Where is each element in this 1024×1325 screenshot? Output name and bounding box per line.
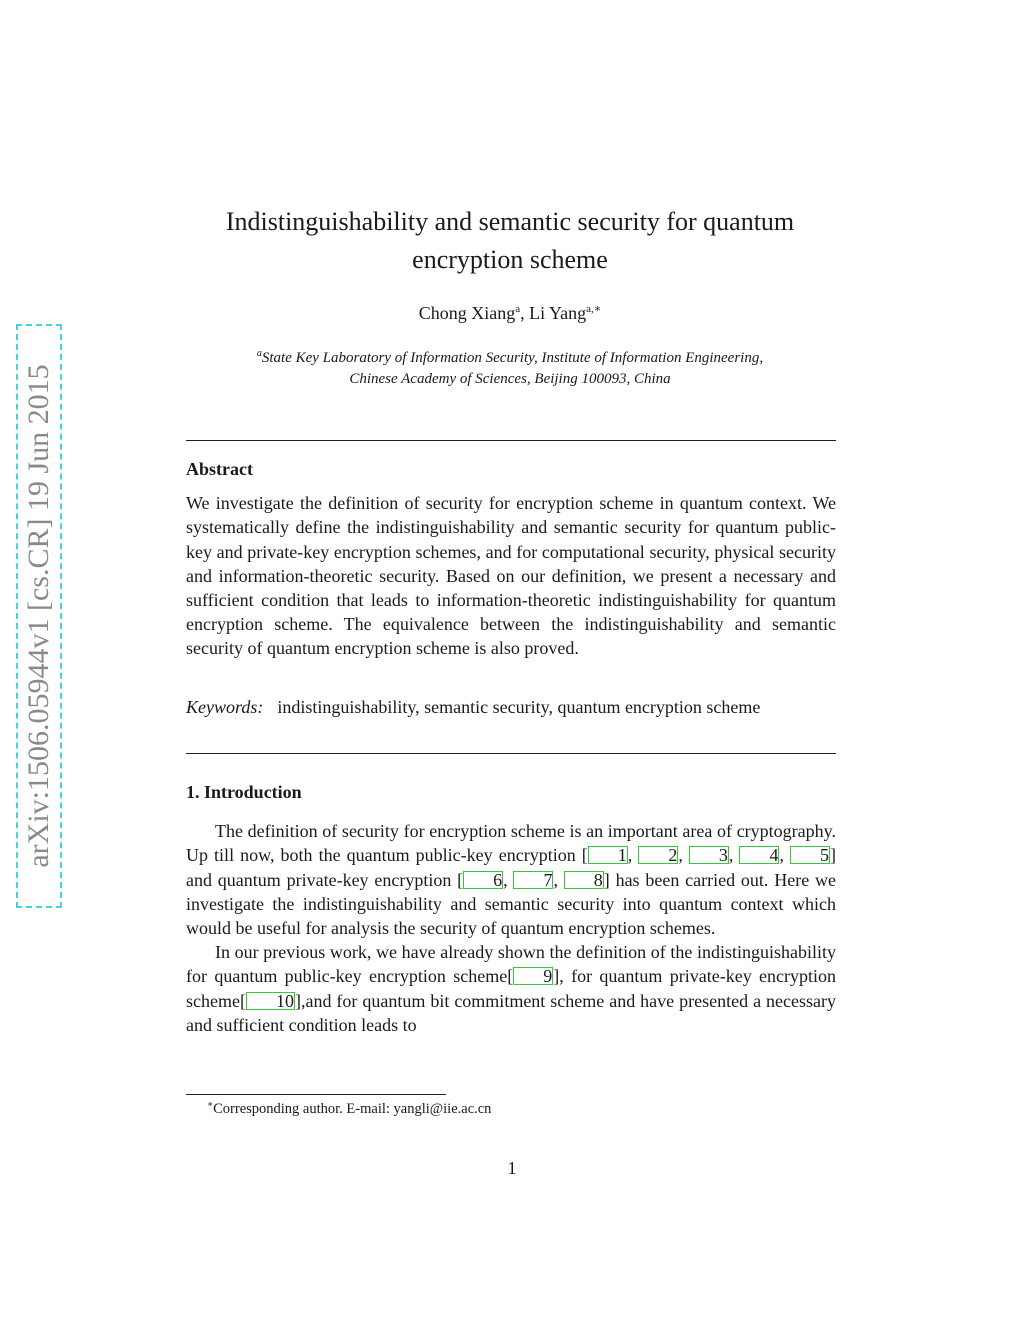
intro-p2-text-b: ], for quantum private-key encryption scheme[: [186, 966, 836, 1011]
citation-link-4[interactable]: 4: [739, 846, 779, 864]
citation-link-10[interactable]: 10: [246, 992, 295, 1010]
intro-p2-text-a: In our previous work, we have already shown the definition of the indistinguishability for quantum public-key encryption scheme[: [186, 942, 836, 987]
introduction-heading: 1. Introduction: [186, 782, 302, 802]
intro-paragraph-1: The definition of security for encryption scheme is an important area of cryptography. Up till now, both the quantum public-key encryption [ 1, 2, 3, 4, 5] and quantum private-key encryption [ 6, 7, 8] has been carried out. Here we investigate the indistinguishability and semantic security into quantum context which would be useful for analysis the security of quantum encryption schemes.: [186, 821, 836, 939]
citation-link-7[interactable]: 7: [513, 871, 553, 889]
author-list: [150, 302, 870, 324]
top-rule: [186, 440, 836, 441]
author-1-name: Chong Xiang: [418, 303, 516, 323]
introduction-section: [186, 780, 836, 1037]
keywords-text: indistinguishability, semantic security, quantum encryption scheme: [277, 697, 761, 717]
footnote-rule: [186, 1094, 446, 1095]
intro-paragraph-2: [186, 940, 836, 1037]
footnote: [207, 1099, 491, 1118]
paper-title: [150, 203, 870, 279]
arxiv-identifier-stamp[interactable]: [16, 324, 62, 908]
affiliation-line-2: Chinese Academy of Sciences, Beijing 100093, China: [349, 371, 671, 387]
arxiv-identifier-text: arXiv:1506.05944v1 [cs.CR] 19 Jun 2015: [22, 364, 55, 868]
affiliation: [150, 343, 870, 390]
affiliation-line-1: State Key Laboratory of Information Security, Institute of Information Engineering,: [261, 350, 764, 366]
citation-link-1[interactable]: 1: [588, 846, 628, 864]
author-2-affil-mark: a,∗: [586, 303, 602, 315]
intro-p1-text-a: The definition of security for encryption scheme is an important area of cryptography. Up till now, both the quantum public-key encryption [: [186, 821, 836, 866]
page-number: 1: [507, 1158, 517, 1178]
citation-link-2[interactable]: 2: [638, 846, 678, 864]
citation-link-6[interactable]: 6: [463, 871, 503, 889]
footnote-marker: ∗: [207, 1099, 214, 1109]
affiliation-mark: a: [256, 348, 262, 359]
abstract-text: We investigate the definition of security for encryption scheme in quantum context. We systematically define the indistinguishability and semantic security for quantum public-key and private-key encryption schemes, and for computational security, physical security and information-theoretic security. Based on our definition, we present a necessary and sufficient condition that leads to information-theoretic indistinguishability for quantum encryption scheme. The equivalence between the indistinguishability and semantic security of quantum encryption scheme is also proved.: [186, 493, 836, 659]
author-separator: ,: [520, 303, 530, 323]
bottom-rule: [186, 753, 836, 754]
title-line-2: encryption scheme: [412, 245, 608, 274]
footnote-text: Corresponding author. E-mail: yangli@iie.ac.cn: [213, 1100, 492, 1117]
citation-link-3[interactable]: 3: [689, 846, 729, 864]
abstract-section: [186, 457, 836, 661]
citation-link-9[interactable]: 9: [513, 967, 553, 985]
keywords-section: [186, 695, 836, 719]
abstract-heading: Abstract: [186, 459, 253, 479]
keywords-label: Keywords:: [186, 697, 264, 717]
intro-p1-text-b: ] and quantum private-key encryption [: [186, 845, 836, 890]
author-1-affil-mark: a: [515, 303, 521, 315]
title-line-1: Indistinguishability and semantic security for quantum: [225, 207, 795, 236]
intro-p1-text-c: ] has been carried out. Here we investigate the indistinguishability and semantic security into quantum context which would be useful for analysis the security of quantum encryption schemes.: [186, 869, 836, 939]
citation-link-5[interactable]: 5: [790, 846, 830, 864]
author-2-name: Li Yang: [529, 303, 587, 323]
intro-p2-text-c: ],and for quantum bit commitment scheme and have presented a necessary and sufficient condition leads to: [186, 990, 836, 1035]
citation-link-8[interactable]: 8: [564, 871, 604, 889]
